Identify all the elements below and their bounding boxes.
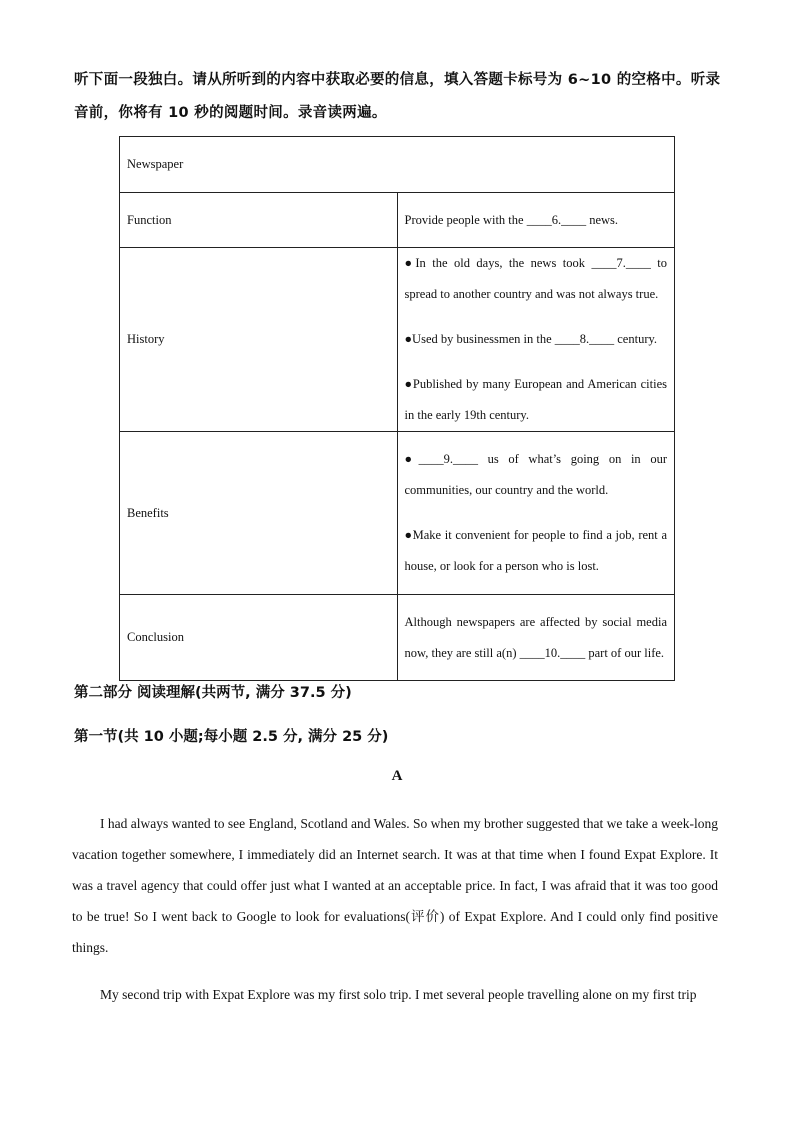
row-label-benefits: Benefits — [120, 432, 398, 595]
history-line-3: ●Published by many European and American cities in the early 19th century. — [404, 377, 667, 422]
conclusion-line: Although newspapers are affected by social media now, they are still a(n) ____10.____ part of our life. — [404, 614, 667, 660]
row-label-function: Function — [120, 193, 398, 248]
function-line: Provide people with the ____6.____ news. — [404, 212, 619, 227]
row-label-conclusion: Conclusion — [120, 595, 398, 681]
passage-paragraph-1: I had always wanted to see England, Scotland and Wales. So when my brother suggested that we take a week-long vacation together somewhere, I immediately did an Internet search. It was at that time when I found Expat Explore. It was a travel agency that could offer just what I wanted at an acceptable price. In fact, I was afraid that it was too good to be true! So I went back to Google to look for evaluations(评价) of Expat Explore. And I could only find positive things. — [72, 816, 718, 955]
row-content-history — [397, 248, 675, 432]
listening-instructions: 听下面一段独白。请从所听到的内容中获取必要的信息，填入答题卡标号为 6~10 的空格中。听录音前，你将有 10 秒的阅题时间。录音读两遍。 — [74, 72, 721, 121]
part2-heading: 第二部分 阅读理解(共两节, 满分 37.5 分) — [74, 685, 352, 701]
section1-heading: 第一节(共 10 小题;每小题 2.5 分, 满分 25 分) — [74, 729, 389, 745]
row-label-history: History — [120, 248, 398, 432]
history-line-1: ●In the old days, the news took ____7.____ to spread to another country and was not always true. — [404, 256, 667, 301]
row-content-conclusion — [397, 595, 675, 681]
benefits-line-2: ●Make it convenient for people to find a job, rent a house, or look for a person who is lost. — [404, 528, 667, 573]
passage-paragraph-2: My second trip with Expat Explore was my first solo trip. I met several people travelling alone on my first trip — [100, 987, 697, 1002]
newspaper-table — [119, 136, 675, 681]
passage-letter: A — [391, 768, 403, 784]
benefits-line-1: ●____9.____ us of what’s going on in our communities, our country and the world. — [404, 452, 667, 497]
row-content-function — [397, 193, 675, 248]
history-line-2: ●Used by businessmen in the ____8.____ century. — [404, 332, 658, 346]
row-content-benefits — [397, 432, 675, 595]
table-title: Newspaper — [120, 137, 675, 193]
